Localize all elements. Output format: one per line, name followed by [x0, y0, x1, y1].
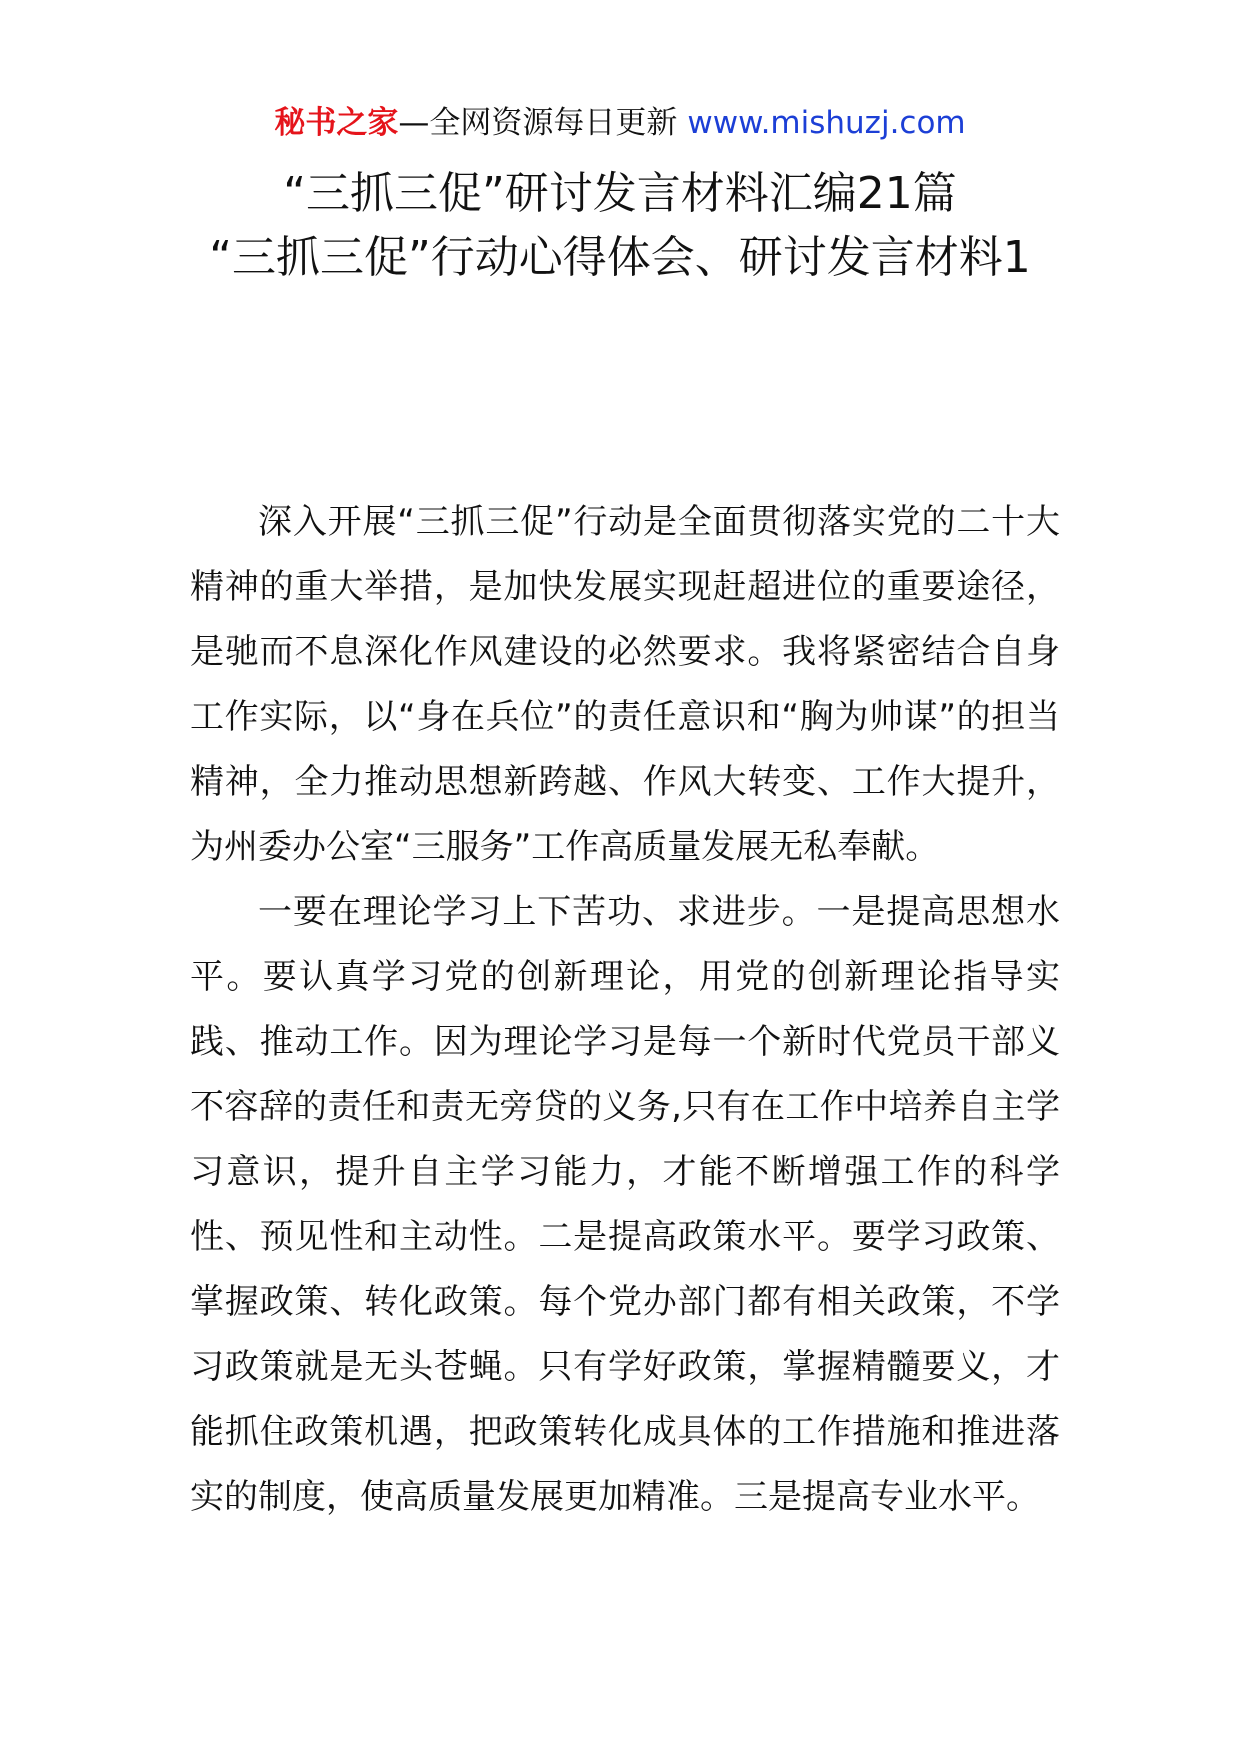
- document-title-block: [190, 162, 1050, 290]
- brand-name: 秘书之家: [274, 105, 399, 141]
- body-paragraph-1: 深入开展“三抓三促”行动是全面贯彻落实党的二十大精神的重大举措，是加快发展实现赶超进位的重要途径，是驰而不息深化作风建设的必然要求。我将紧密结合自身工作实际，以“身在兵位”的责任意识和“胸为帅谋”的担当精神，全力推动思想新跨越、作风大转变、工作大提升，为州委办公室“三服务”工作高质量发展无私奉献。: [190, 502, 1060, 867]
- document-body: [190, 490, 1060, 1530]
- site-header: [0, 100, 1240, 146]
- header-tagline: —全网资源每日更新: [398, 105, 678, 141]
- document-title: “三抓三促”研讨发言材料汇编21篇: [283, 168, 957, 219]
- site-url-link[interactable]: www.mishuzj.com: [687, 105, 966, 141]
- body-paragraph-2: 一要在理论学习上下苦功、求进步。一是提高思想水平。要认真学习党的创新理论，用党的创新理论指导实践、推动工作。因为理论学习是每一个新时代党员干部义不容辞的责任和责无旁贷的义务,只有在工作中培养自主学习意识，提升自主学习能力，才能不断增强工作的科学性、预见性和主动性。二是提高政策水平。要学习政策、掌握政策、转化政策。每个党办部门都有相关政策，不学习政策就是无头苍蝇。只有学好政策，掌握精髓要义，才能抓住政策机遇，把政策转化成具体的工作措施和推进落实的制度，使高质量发展更加精准。三是提高专业水平。: [190, 892, 1060, 1517]
- document-subtitle: “三抓三促”行动心得体会、研讨发言材料1: [209, 232, 1031, 283]
